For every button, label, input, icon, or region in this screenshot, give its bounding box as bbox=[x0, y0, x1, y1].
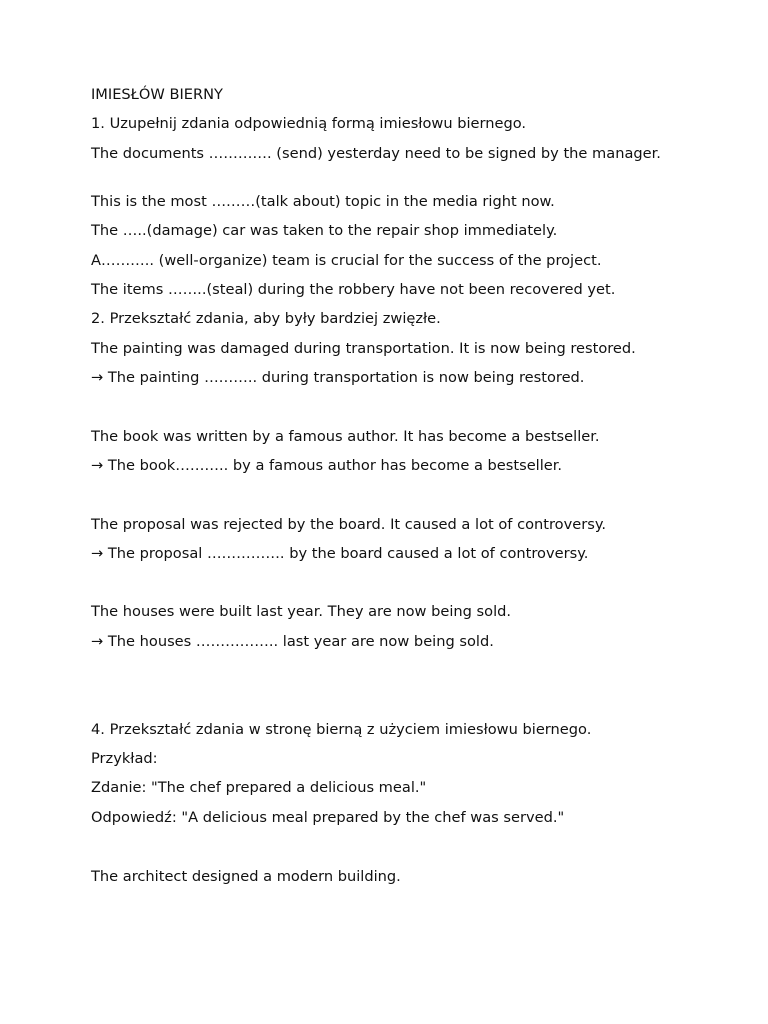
exercise-2-sentence: The painting was damaged during transportation. It is now being restored. bbox=[91, 340, 636, 357]
exercise-2-answer: → The painting ……….. during transportation is now being restored. bbox=[91, 369, 585, 386]
exercise-2-answer: → The proposal ……………. by the board caused a lot of controversy. bbox=[91, 545, 589, 562]
exercise-1-item: The items ……..(steal) during the robbery have not been recovered yet. bbox=[91, 281, 616, 298]
exercise-2-sentence: The houses were built last year. They are now being sold. bbox=[91, 603, 512, 620]
section-1-heading: 1. Uzupełnij zdania odpowiednią formą imiesłowu biernego. bbox=[91, 115, 527, 132]
section-2-heading: 2. Przekształć zdania, aby były bardziej zwięzłe. bbox=[91, 310, 441, 327]
exercise-1-item: This is the most ………(talk about) topic in the media right now. bbox=[91, 193, 555, 210]
example-label: Przykład: bbox=[91, 750, 158, 767]
exercise-1-item: The documents …………. (send) yesterday need to be signed by the manager. bbox=[91, 145, 661, 162]
exercise-2-sentence: The proposal was rejected by the board. It caused a lot of controversy. bbox=[91, 516, 607, 533]
exercise-2-sentence: The book was written by a famous author. It has become a bestseller. bbox=[91, 428, 600, 445]
exercise-2-answer: → The book……….. by a famous author has become a bestseller. bbox=[91, 457, 563, 474]
example-answer: Odpowiedź: "A delicious meal prepared by the chef was served." bbox=[91, 809, 565, 826]
exercise-1-item: The …..(damage) car was taken to the repair shop immediately. bbox=[91, 222, 558, 239]
exercise-2-answer: → The houses …………….. last year are now being sold. bbox=[91, 633, 494, 650]
document-title: IMIESŁÓW BIERNY bbox=[91, 86, 223, 103]
section-4-heading: 4. Przekształć zdania w stronę bierną z użyciem imiesłowu biernego. bbox=[91, 721, 592, 738]
exercise-1-item: A……….. (well-organize) team is crucial for the success of the project. bbox=[91, 252, 602, 269]
exercise-4-item: The architect designed a modern building. bbox=[91, 868, 401, 885]
example-sentence: Zdanie: "The chef prepared a delicious meal." bbox=[91, 779, 427, 796]
